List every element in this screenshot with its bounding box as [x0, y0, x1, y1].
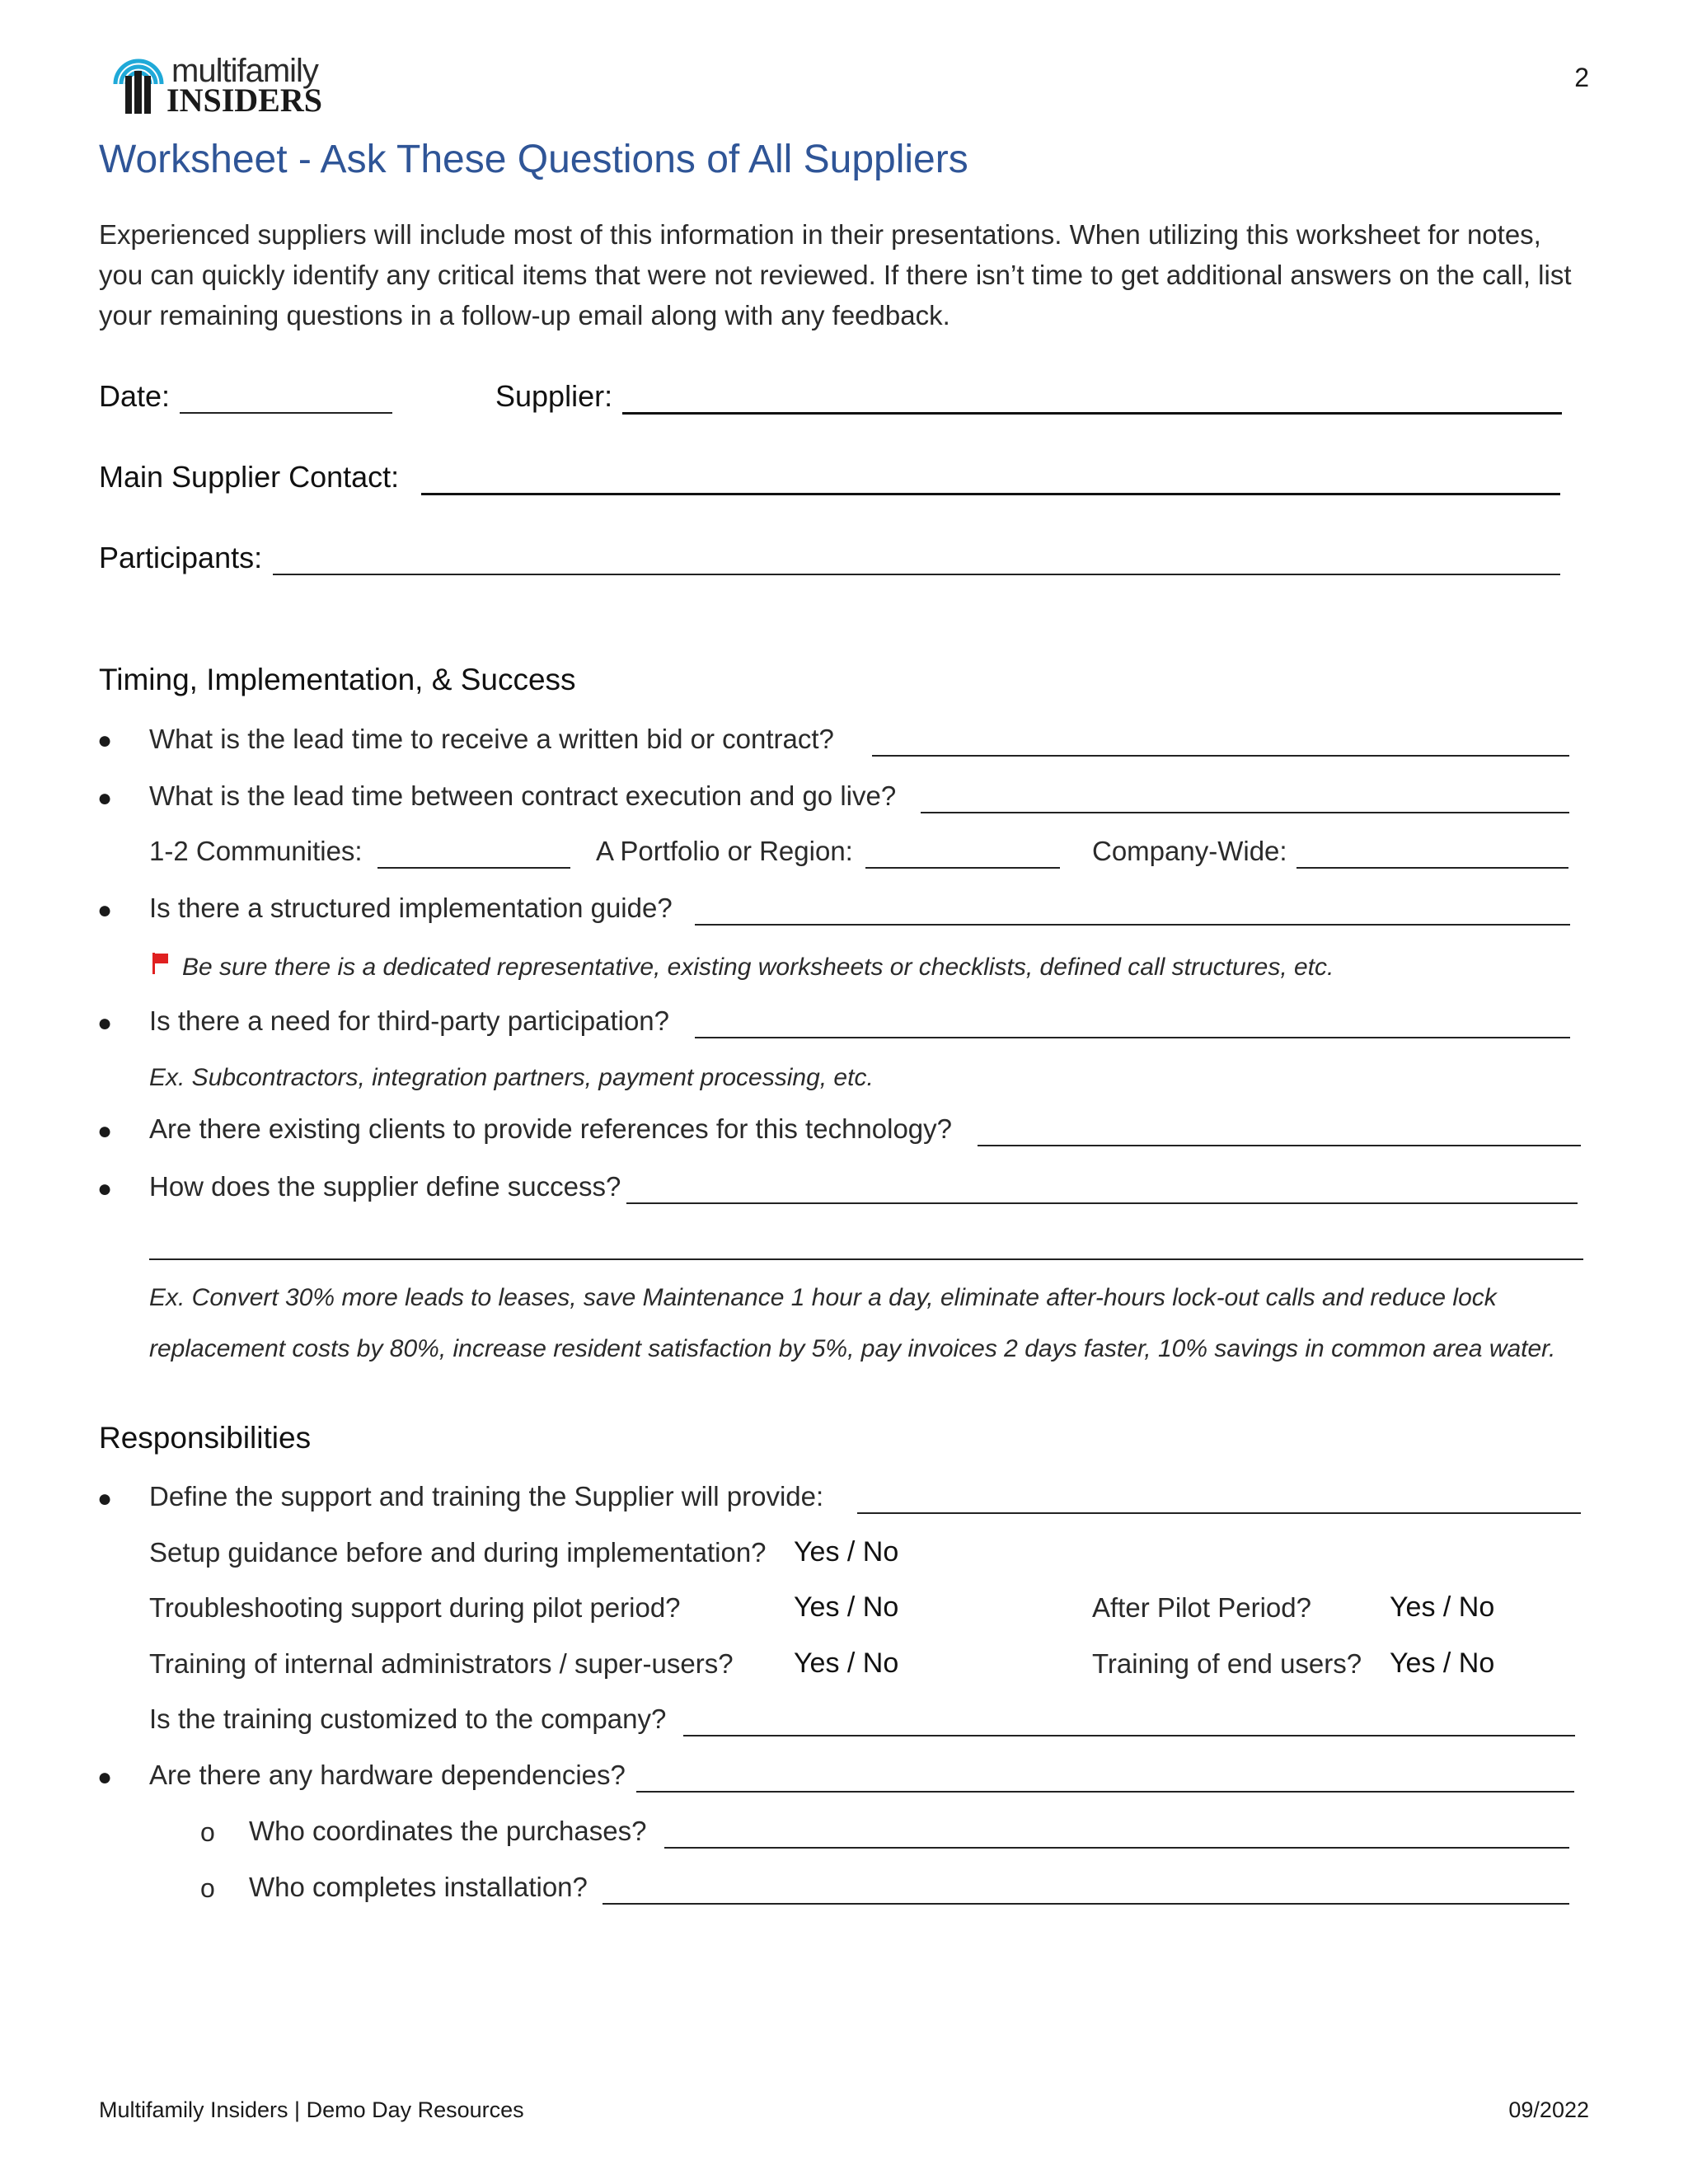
scope-portfolio-field[interactable] — [865, 867, 1060, 869]
supplier-label: Supplier: — [495, 379, 613, 413]
timing-q4-answer[interactable] — [695, 1037, 1570, 1038]
resp-sub1: Who coordinates the purchases? — [249, 1816, 647, 1846]
timing-q3-note: Be sure there is a dedicated representative, existing worksheets or checklists, defined call structures, etc. — [182, 954, 1334, 981]
intro-paragraph: Experienced suppliers will include most of this information in their presentations. When utilizing this worksheet for notes, you can quickly identify any critical items that were not reviewed. If there isn’t time to get additional answers on the call, list your remaining questions in a follow-up email along with any feedback. — [99, 219, 1572, 330]
after-pilot-label: After Pilot Period? — [1092, 1592, 1311, 1623]
participants-field[interactable] — [273, 574, 1560, 575]
timing-q6-note-line1: Ex. Convert 30% more leads to leases, save Maintenance 1 hour a day, eliminate after-hours lock-out calls and reduce lock — [149, 1284, 1497, 1311]
logo-mark-icon — [109, 48, 168, 119]
resp-sub2: Who completes installation? — [249, 1872, 588, 1902]
timing-q2: What is the lead time between contract execution and go live? — [149, 780, 897, 811]
sub-bullet-icon: o — [200, 1817, 215, 1847]
resp-sub2-answer[interactable] — [603, 1903, 1569, 1905]
main-contact-label: Main Supplier Contact: — [99, 460, 400, 494]
resp-q2-answer[interactable] — [636, 1791, 1574, 1793]
bullet-icon: ● — [97, 1485, 113, 1512]
scope-portfolio-label: A Portfolio or Region: — [596, 836, 853, 866]
red-flag-icon — [152, 953, 170, 974]
timing-section-heading: Timing, Implementation, & Success — [99, 663, 576, 696]
after-pilot-yes-no[interactable]: Yes / No — [1390, 1591, 1495, 1623]
bullet-icon: ● — [97, 897, 113, 924]
timing-q6: How does the supplier define success? — [149, 1171, 621, 1202]
troubleshooting-label: Troubleshooting support during pilot period? — [149, 1592, 681, 1623]
timing-q5: Are there existing clients to provide references for this technology? — [149, 1113, 953, 1144]
responsibilities-section-heading: Responsibilities — [99, 1421, 312, 1455]
company-logo — [109, 48, 340, 119]
logo-text-top: multifamily — [171, 53, 318, 89]
bullet-icon: ● — [97, 1175, 113, 1202]
timing-q4: Is there a need for third-party participation? — [149, 1005, 670, 1036]
scope-company-label: Company-Wide: — [1092, 836, 1287, 866]
scope-communities-field[interactable] — [377, 867, 570, 869]
timing-q4-note: Ex. Subcontractors, integration partners, payment processing, etc. — [149, 1064, 874, 1091]
troubleshooting-yes-no[interactable]: Yes / No — [794, 1591, 899, 1623]
logo-text-bottom: INSIDERS — [166, 82, 322, 119]
resp-q1-answer[interactable] — [857, 1512, 1581, 1514]
page-number: 2 — [1574, 63, 1589, 92]
date-label: Date: — [99, 379, 171, 413]
timing-q6-note-line2: replacement costs by 80%, increase resident satisfaction by 5%, pay invoices 2 days faster, 10% savings in common area water. — [149, 1335, 1556, 1362]
scope-company-field[interactable] — [1296, 867, 1568, 869]
timing-q3-answer[interactable] — [695, 924, 1570, 926]
timing-q2-answer[interactable] — [921, 812, 1569, 813]
bullet-icon: ● — [97, 1764, 113, 1791]
training-end-users-yes-no[interactable]: Yes / No — [1390, 1647, 1495, 1679]
page-title: Worksheet - Ask These Questions of All Suppliers — [99, 138, 968, 181]
bullet-icon: ● — [97, 1118, 113, 1145]
training-admins-label: Training of internal administrators / super-users? — [149, 1648, 734, 1679]
bullet-icon: ● — [97, 785, 113, 812]
resp-q2: Are there any hardware dependencies? — [149, 1760, 626, 1790]
training-end-users-label: Training of end users? — [1092, 1648, 1362, 1679]
bullet-icon: ● — [97, 1010, 113, 1037]
sub-bullet-icon: o — [200, 1873, 215, 1903]
training-customized-answer[interactable] — [683, 1735, 1575, 1736]
supplier-field[interactable] — [622, 412, 1562, 415]
timing-q6-answer[interactable] — [626, 1202, 1578, 1204]
date-field[interactable] — [180, 412, 392, 414]
timing-q1: What is the lead time to receive a written bid or contract? — [149, 724, 834, 754]
footer-left: Multifamily Insiders | Demo Day Resources — [99, 2097, 524, 2122]
timing-q3: Is there a structured implementation guide? — [149, 893, 673, 923]
timing-q6-answer-line2[interactable] — [149, 1258, 1583, 1260]
participants-label: Participants: — [99, 541, 263, 574]
main-contact-field[interactable] — [421, 493, 1560, 495]
timing-q5-answer[interactable] — [978, 1145, 1581, 1146]
resp-sub1-answer[interactable] — [664, 1847, 1569, 1849]
setup-guidance-label: Setup guidance before and during implementation? — [149, 1537, 767, 1568]
training-customized-label: Is the training customized to the company? — [149, 1704, 667, 1734]
resp-q1: Define the support and training the Supplier will provide: — [149, 1481, 824, 1511]
timing-q1-answer[interactable] — [872, 755, 1569, 757]
bullet-icon: ● — [97, 727, 113, 754]
training-admins-yes-no[interactable]: Yes / No — [794, 1647, 899, 1679]
scope-communities-label: 1-2 Communities: — [149, 836, 363, 866]
setup-guidance-yes-no[interactable]: Yes / No — [794, 1536, 899, 1568]
footer-date: 09/2022 — [1508, 2097, 1589, 2122]
